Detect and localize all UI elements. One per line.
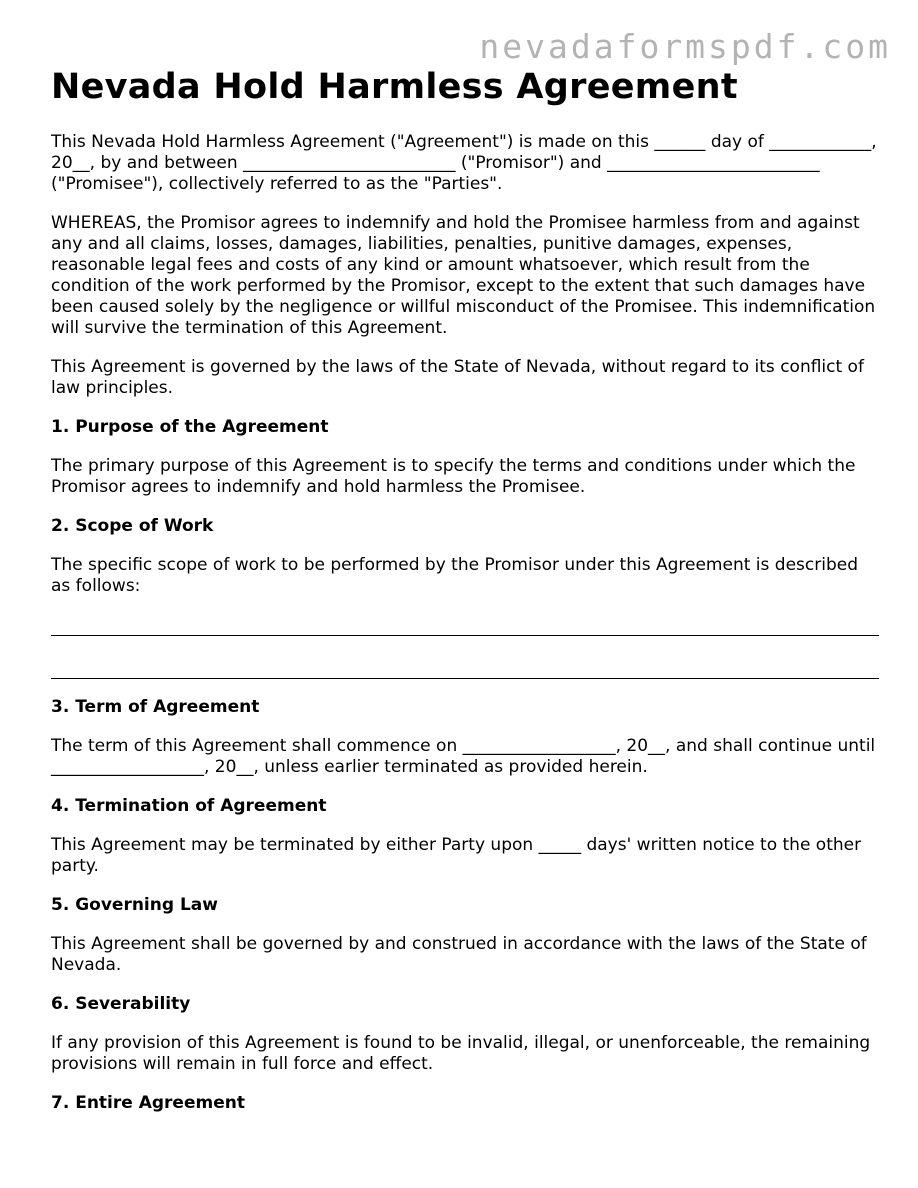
section-heading-termination: 4. Termination of Agreement xyxy=(51,796,327,816)
whereas-paragraph: WHEREAS, the Promisor agrees to indemnify and hold the Promisee harmless from and against any and all claims, losses, damages, liabilities, penalties, punitive damages, expenses, reasonable legal fees and costs of any kind or amount whatsoever, which result from the condition of the work performed by the Promisor, except to the extent that such damages have been caused solely by the negligence or willful misconduct of the Promisee. This indemnification will survive the termination of this Agreement. xyxy=(51,213,876,338)
scope-blank-line-2[interactable] xyxy=(51,658,879,679)
section-body-purpose: The primary purpose of this Agreement is to specify the terms and conditions under which the Promisor agrees to indemnify and hold harmless the Promisee. xyxy=(51,456,856,497)
governed-paragraph: This Agreement is governed by the laws of the State of Nevada, without regard to its conflict of law principles. xyxy=(51,357,864,398)
section-body-termination: This Agreement may be terminated by either Party upon _____ days' written notice to the other party. xyxy=(51,835,862,876)
intro-paragraph: This Nevada Hold Harmless Agreement ("Agreement") is made on this ______ day of ____________, 20__, by and between _________________________ ("Promisor") and _________________________ ("Promisee"), collectively referred to as the "Parties". xyxy=(51,132,877,194)
section-body-severability: If any provision of this Agreement is found to be invalid, illegal, or unenforceable, the remaining provisions will remain in full force and effect. xyxy=(51,1033,871,1074)
site-watermark: nevadaformspdf.com xyxy=(479,27,891,66)
document-title: Nevada Hold Harmless Agreement xyxy=(51,67,738,107)
section-heading-entire-agreement: 7. Entire Agreement xyxy=(51,1093,245,1113)
section-body-governing-law: This Agreement shall be governed by and construed in accordance with the laws of the State of Nevada. xyxy=(51,934,867,975)
section-heading-scope: 2. Scope of Work xyxy=(51,516,214,536)
section-heading-purpose: 1. Purpose of the Agreement xyxy=(51,417,329,437)
document-page xyxy=(51,0,881,1114)
section-heading-term: 3. Term of Agreement xyxy=(51,697,260,717)
scope-blank-line-1[interactable] xyxy=(51,615,879,636)
section-heading-governing-law: 5. Governing Law xyxy=(51,895,218,915)
section-body-term: The term of this Agreement shall commence on __________________, 20__, and shall continue until __________________, 20__, unless earlier terminated as provided herein. xyxy=(51,736,876,777)
section-heading-severability: 6. Severability xyxy=(51,994,191,1014)
section-body-scope: The specific scope of work to be performed by the Promisor under this Agreement is described as follows: xyxy=(51,555,858,596)
